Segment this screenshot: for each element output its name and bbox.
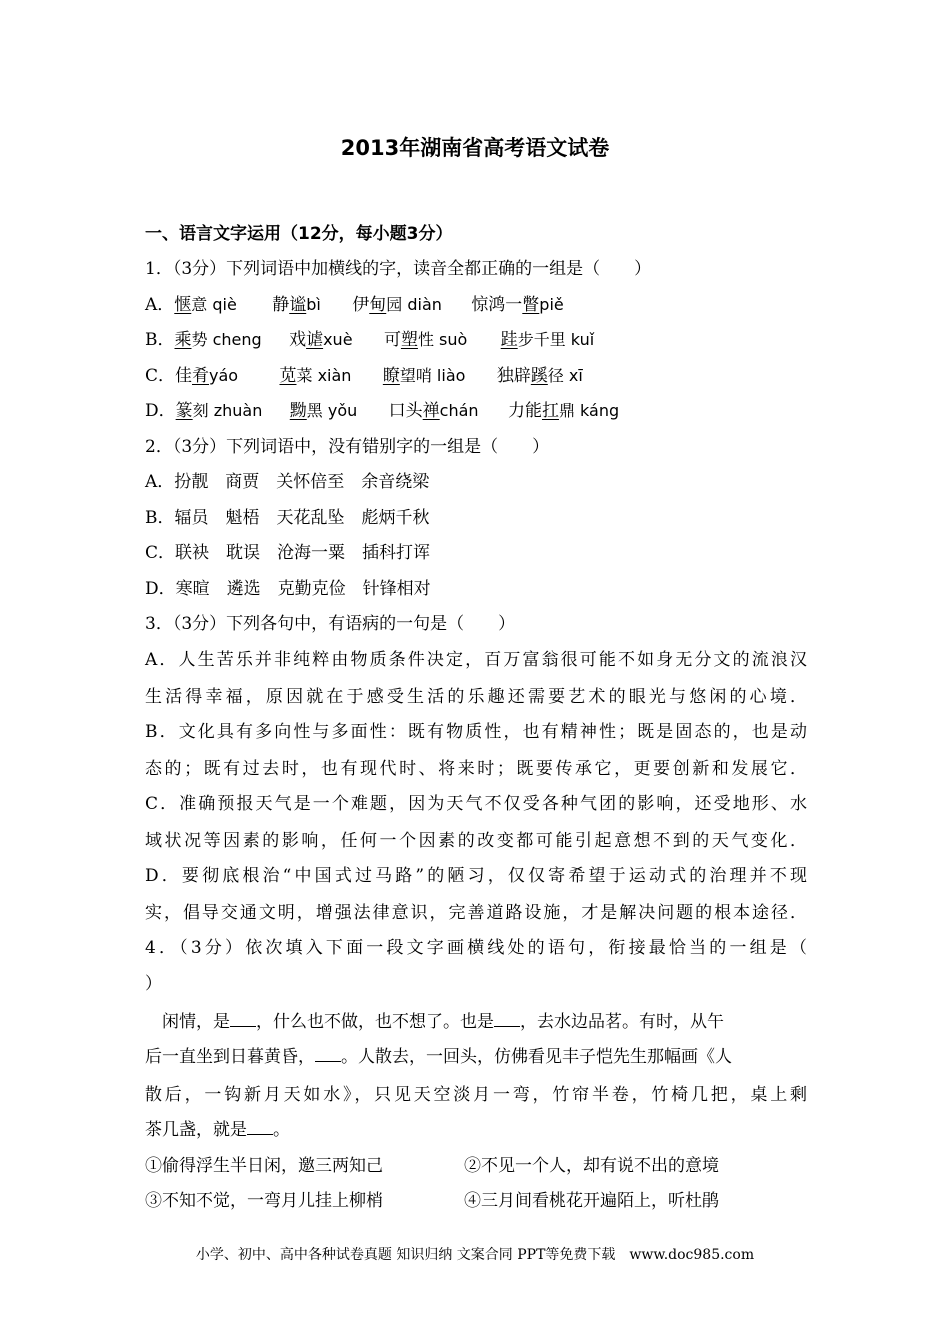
section-heading: 一、语言文字运用（12分，每小题3分） [145,224,453,244]
q4-passage-line4: 茶几盏，就是 。 [145,1120,290,1140]
q4-passage-line3: 散后，一钩新月天如水》，只见天空淡月一弯，竹帘半卷，竹椅几把，桌上剩 [145,1085,807,1105]
q3-option-c-line1: C．准确预报天气是一个难题，因为天气不仅受各种气团的影响，还受地形、水 [145,794,807,814]
q4-passage-line2: 后一直坐到日暮黄昏， 。人散去，一回头，仿佛看见丰子恺先生那幅画《人 [145,1047,732,1067]
question-3-stem: 3．（3分）下列各句中，有语病的一句是（ ） [145,614,516,634]
q1-option-c: C．佳肴yáo 苋菜 xiàn 瞭望哨 liào 独辟蹊径 xī [145,366,583,386]
q1-option-a: A．惬意 qiè 静谧bì 伊甸园 diàn 惊鸿一瞥piě [145,295,564,315]
q2-option-a: A．扮靓 商贾 关怀倍至 余音绕梁 [145,472,430,492]
q1-option-b: B．乘势 cheng 戏谑xuè 可塑性 suò 跬步千里 kuǐ [145,330,595,350]
fill-blank-2 [494,1010,520,1027]
q1-option-d: D．篆刻 zhuàn 黝黑 yǒu 口头禅chán 力能扛鼎 káng [145,401,620,421]
q4-choice-2: ②不见一个人，却有说不出的意境 [464,1156,719,1176]
q4-passage-line1: 闲情，是 ，什么也不做，也不想了。也是 ，去水边品茗。有时，从午 [162,1012,724,1032]
q3-option-d-line2: 实，倡导交通文明，增强法律意识，完善道路设施，才是解决问题的根本途径． [145,903,807,923]
q3-option-a-line2: 生活得幸福，原因就在于感受生活的乐趣还需要艺术的眼光与悠闲的心境． [145,687,807,707]
q3-option-b-line2: 态的；既有过去时，也有现代时、将来时；既要传承它，更要创新和发展它． [145,759,807,779]
question-1-stem: 1．（3分）下列词语中加横线的字，读音全都正确的一组是（ ） [145,259,652,279]
question-2-stem: 2．（3分）下列词语中，没有错别字的一组是（ ） [145,437,550,457]
question-4-stem-line2: ） [145,974,162,994]
q3-option-a-line1: A．人生苦乐并非纯粹由物质条件决定，百万富翁很可能不如身无分文的流浪汉 [145,650,807,670]
fill-blank-3 [315,1045,341,1062]
page-title: 2013年湖南省高考语文试卷 [340,136,610,160]
q2-option-c: C．联袂 耽误 沧海一粟 插科打诨 [145,543,431,563]
q2-option-d: D．寒暄 遴选 克勤克俭 针锋相对 [145,579,431,599]
question-4-stem-line1: 4．（3分）依次填入下面一段文字画横线处的语句，衔接最恰当的一组是（ [145,938,807,958]
q4-choice-4: ④三月间看桃花开遍陌上，听杜鹃 [464,1191,719,1211]
q2-option-b: B．辐员 魁梧 天花乱坠 彪炳千秋 [145,508,430,528]
fill-blank-1 [230,1010,256,1027]
page-footer: 小学、初中、高中各种试卷真题 知识归纳 文案合同 PPT等免费下载 www.doc985.com [195,1247,755,1263]
q4-choice-1: ①偷得浮生半日闲，邀三两知己 [145,1156,383,1176]
q3-option-c-line2: 域状况等因素的影响，任何一个因素的改变都可能引起意想不到的天气变化． [145,831,807,851]
q4-choice-3: ③不知不觉，一弯月儿挂上柳梢 [145,1191,383,1211]
fill-blank-4 [247,1118,273,1135]
q3-option-b-line1: B．文化具有多向性与多面性：既有物质性，也有精神性；既是固态的，也是动 [145,722,807,742]
q3-option-d-line1: D．要彻底根治“中国式过马路”的陋习，仅仅寄希望于运动式的治理并不现 [145,866,807,886]
